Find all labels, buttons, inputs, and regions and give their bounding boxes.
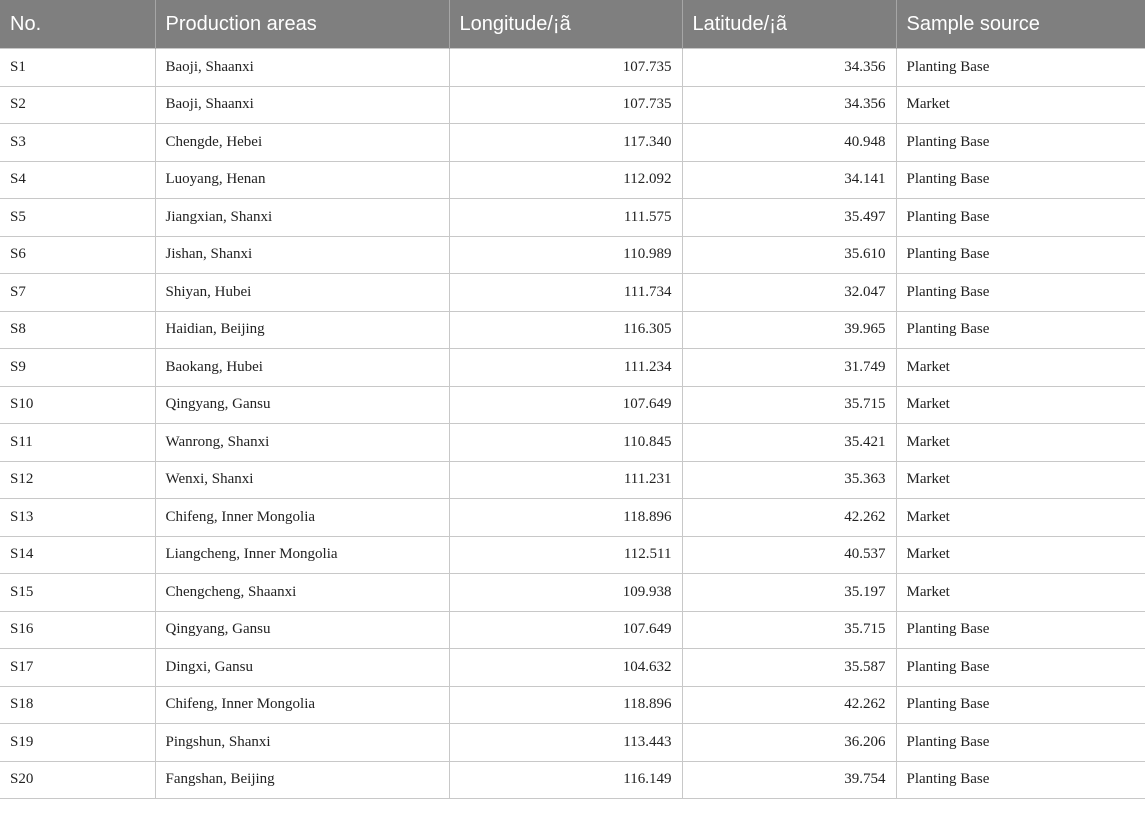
cell-no: S7 [0, 274, 155, 312]
table-row [0, 311, 1145, 349]
table-row [0, 686, 1145, 724]
cell-production-area: Luoyang, Henan [155, 161, 449, 199]
cell-production-area: Qingyang, Gansu [155, 611, 449, 649]
table-row [0, 236, 1145, 274]
cell-longitude: 111.575 [449, 199, 682, 237]
cell-sample-source: Market [896, 424, 1145, 462]
cell-latitude: 40.537 [682, 536, 896, 574]
cell-production-area: Baoji, Shaanxi [155, 49, 449, 87]
cell-longitude: 112.511 [449, 536, 682, 574]
cell-latitude: 35.610 [682, 236, 896, 274]
cell-longitude: 107.735 [449, 86, 682, 124]
cell-latitude: 42.262 [682, 686, 896, 724]
cell-latitude: 36.206 [682, 724, 896, 762]
cell-sample-source: Market [896, 349, 1145, 387]
cell-sample-source: Planting Base [896, 199, 1145, 237]
table-row [0, 49, 1145, 87]
table-row [0, 124, 1145, 162]
table-row [0, 611, 1145, 649]
cell-sample-source: Planting Base [896, 311, 1145, 349]
cell-production-area: Qingyang, Gansu [155, 386, 449, 424]
cell-production-area: Pingshun, Shanxi [155, 724, 449, 762]
cell-no: S20 [0, 761, 155, 799]
cell-sample-source: Market [896, 461, 1145, 499]
cell-longitude: 112.092 [449, 161, 682, 199]
cell-latitude: 31.749 [682, 349, 896, 387]
cell-no: S8 [0, 311, 155, 349]
cell-latitude: 35.363 [682, 461, 896, 499]
table-row [0, 386, 1145, 424]
cell-sample-source: Market [896, 86, 1145, 124]
cell-longitude: 110.989 [449, 236, 682, 274]
cell-production-area: Dingxi, Gansu [155, 649, 449, 687]
table-row [0, 461, 1145, 499]
cell-production-area: Baokang, Hubei [155, 349, 449, 387]
cell-production-area: Wenxi, Shanxi [155, 461, 449, 499]
cell-no: S15 [0, 574, 155, 612]
cell-production-area: Fangshan, Beijing [155, 761, 449, 799]
cell-longitude: 116.149 [449, 761, 682, 799]
cell-no: S14 [0, 536, 155, 574]
cell-latitude: 32.047 [682, 274, 896, 312]
cell-longitude: 107.649 [449, 386, 682, 424]
cell-longitude: 107.649 [449, 611, 682, 649]
table-header [0, 0, 1145, 49]
cell-latitude: 40.948 [682, 124, 896, 162]
cell-no: S6 [0, 236, 155, 274]
cell-production-area: Liangcheng, Inner Mongolia [155, 536, 449, 574]
cell-production-area: Chifeng, Inner Mongolia [155, 686, 449, 724]
cell-sample-source: Planting Base [896, 274, 1145, 312]
cell-latitude: 35.587 [682, 649, 896, 687]
cell-sample-source: Market [896, 386, 1145, 424]
cell-production-area: Jiangxian, Shanxi [155, 199, 449, 237]
cell-latitude: 34.141 [682, 161, 896, 199]
cell-latitude: 35.497 [682, 199, 896, 237]
cell-latitude: 35.421 [682, 424, 896, 462]
cell-sample-source: Planting Base [896, 649, 1145, 687]
cell-sample-source: Planting Base [896, 49, 1145, 87]
cell-latitude: 35.715 [682, 611, 896, 649]
table-row [0, 199, 1145, 237]
table-row [0, 424, 1145, 462]
header-latitude: Latitude/¡ã [682, 0, 896, 49]
header-sample-source: Sample source [896, 0, 1145, 49]
cell-longitude: 118.896 [449, 499, 682, 537]
table-row [0, 724, 1145, 762]
cell-production-area: Shiyan, Hubei [155, 274, 449, 312]
cell-no: S1 [0, 49, 155, 87]
cell-production-area: Haidian, Beijing [155, 311, 449, 349]
cell-latitude: 34.356 [682, 86, 896, 124]
table-row [0, 536, 1145, 574]
cell-no: S4 [0, 161, 155, 199]
cell-sample-source: Planting Base [896, 724, 1145, 762]
cell-production-area: Chengde, Hebei [155, 124, 449, 162]
cell-production-area: Jishan, Shanxi [155, 236, 449, 274]
cell-sample-source: Market [896, 574, 1145, 612]
cell-no: S5 [0, 199, 155, 237]
header-row [0, 0, 1145, 49]
cell-longitude: 109.938 [449, 574, 682, 612]
header-no: No. [0, 0, 155, 49]
table-row [0, 649, 1145, 687]
cell-no: S3 [0, 124, 155, 162]
cell-latitude: 34.356 [682, 49, 896, 87]
cell-longitude: 116.305 [449, 311, 682, 349]
cell-latitude: 42.262 [682, 499, 896, 537]
cell-production-area: Wanrong, Shanxi [155, 424, 449, 462]
header-longitude: Longitude/¡ã [449, 0, 682, 49]
cell-sample-source: Planting Base [896, 161, 1145, 199]
cell-longitude: 117.340 [449, 124, 682, 162]
cell-no: S9 [0, 349, 155, 387]
cell-no: S2 [0, 86, 155, 124]
cell-longitude: 111.231 [449, 461, 682, 499]
cell-sample-source: Planting Base [896, 611, 1145, 649]
cell-production-area: Chengcheng, Shaanxi [155, 574, 449, 612]
table-row [0, 574, 1145, 612]
cell-longitude: 110.845 [449, 424, 682, 462]
cell-no: S17 [0, 649, 155, 687]
cell-latitude: 35.197 [682, 574, 896, 612]
table-row [0, 161, 1145, 199]
cell-no: S13 [0, 499, 155, 537]
cell-no: S11 [0, 424, 155, 462]
cell-production-area: Chifeng, Inner Mongolia [155, 499, 449, 537]
cell-no: S16 [0, 611, 155, 649]
header-production-areas: Production areas [155, 0, 449, 49]
cell-longitude: 111.734 [449, 274, 682, 312]
cell-longitude: 113.443 [449, 724, 682, 762]
cell-sample-source: Market [896, 499, 1145, 537]
cell-sample-source: Planting Base [896, 124, 1145, 162]
table-row [0, 86, 1145, 124]
cell-no: S12 [0, 461, 155, 499]
table-row [0, 349, 1145, 387]
cell-no: S10 [0, 386, 155, 424]
cell-production-area: Baoji, Shaanxi [155, 86, 449, 124]
cell-sample-source: Planting Base [896, 236, 1145, 274]
table-row [0, 274, 1145, 312]
cell-latitude: 39.965 [682, 311, 896, 349]
cell-longitude: 118.896 [449, 686, 682, 724]
cell-longitude: 104.632 [449, 649, 682, 687]
cell-longitude: 107.735 [449, 49, 682, 87]
cell-latitude: 35.715 [682, 386, 896, 424]
table-body [0, 49, 1145, 799]
cell-longitude: 111.234 [449, 349, 682, 387]
cell-sample-source: Market [896, 536, 1145, 574]
cell-no: S18 [0, 686, 155, 724]
cell-latitude: 39.754 [682, 761, 896, 799]
cell-sample-source: Planting Base [896, 761, 1145, 799]
cell-no: S19 [0, 724, 155, 762]
table-row [0, 761, 1145, 799]
table-row [0, 499, 1145, 537]
cell-sample-source: Planting Base [896, 686, 1145, 724]
